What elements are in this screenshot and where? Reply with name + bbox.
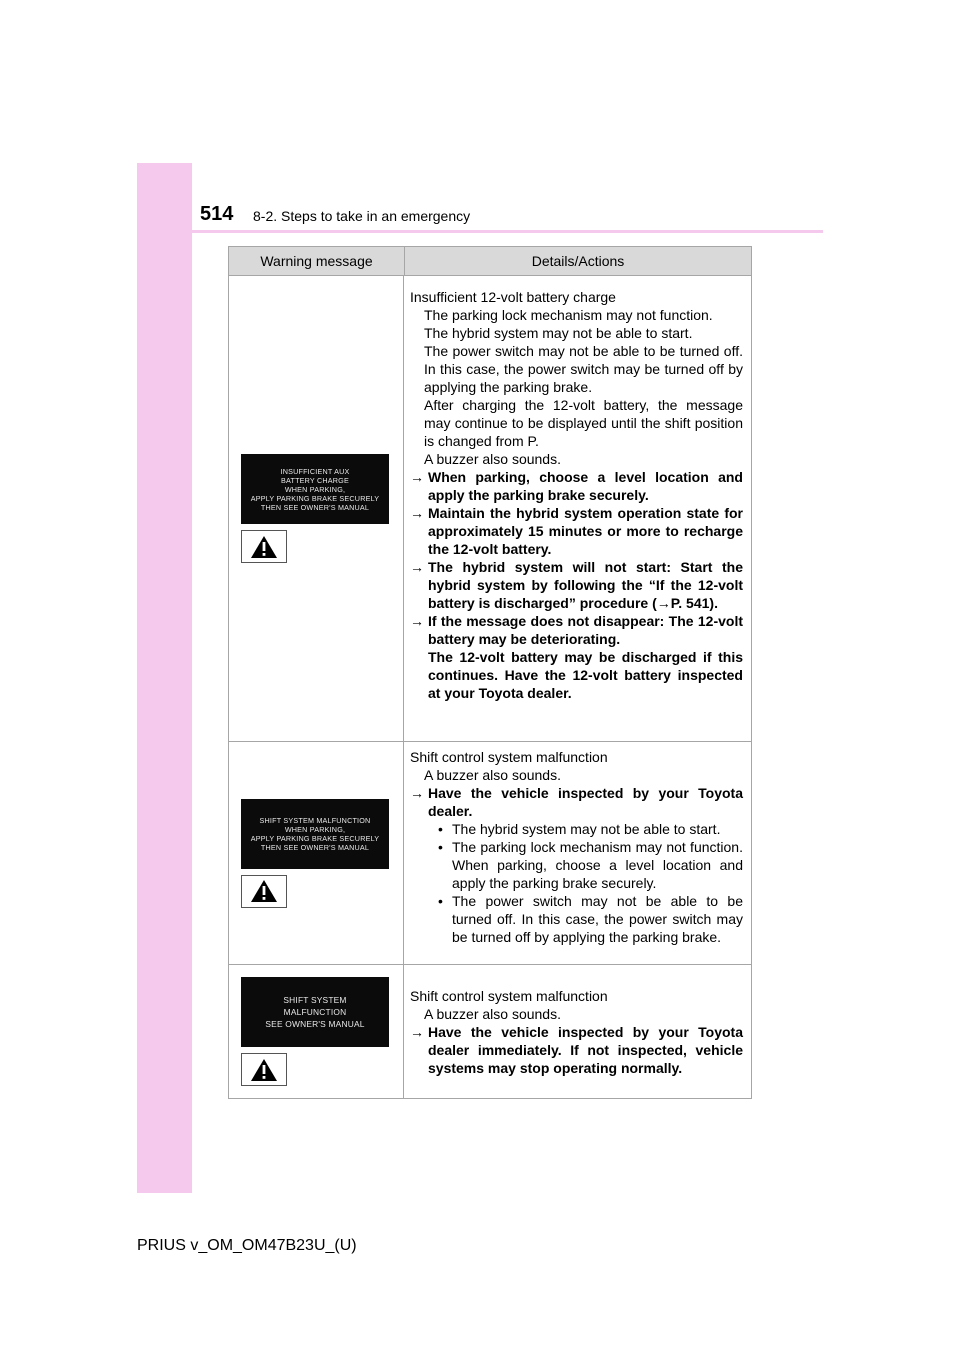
display-line: WHEN PARKING, <box>284 484 346 494</box>
action-text: If the message does not disappear: The 12-volt battery may be deteriorating. <box>428 613 743 647</box>
display-line: THEN SEE OWNER'S MANUAL <box>260 842 370 852</box>
bullet-item <box>410 892 743 946</box>
arrow-icon: → <box>410 559 424 575</box>
column-header-warning: Warning message <box>229 247 405 275</box>
display-line: MALFUNCTION <box>283 1007 347 1017</box>
display-line: THEN SEE OWNER'S MANUAL <box>260 502 370 512</box>
arrow-icon: → <box>410 1024 424 1040</box>
warning-triangle-icon <box>241 1053 287 1086</box>
table-row <box>229 742 751 965</box>
warning-cell <box>229 965 404 1098</box>
arrow-icon: → <box>410 469 424 485</box>
action-item <box>410 504 743 558</box>
display-line: INSUFFICIENT AUX <box>280 466 350 476</box>
message-title: Shift control system malfunction <box>410 749 608 765</box>
arrow-icon: → <box>410 505 424 521</box>
table-header <box>229 247 751 276</box>
display-message-image <box>241 799 389 869</box>
bullet-text: The parking lock mechanism may not function. When parking, choose a level location and apply the parking brake securely. <box>452 839 743 891</box>
action-text: Have the vehicle inspected by your Toyota dealer immediately. If not inspected, vehicle systems may stop operating normally. <box>428 1024 743 1076</box>
column-header-details: Details/Actions <box>531 253 625 269</box>
warning-table <box>228 246 752 1099</box>
action-text: The hybrid system will not start: Start the hybrid system by following the “If the 12-volt battery is discharged” procedure (→P. 541). <box>428 559 743 611</box>
display-line: APPLY PARKING BRAKE SECURELY <box>250 833 380 843</box>
display-line: SHIFT SYSTEM <box>283 995 347 1005</box>
note-text: A buzzer also sounds. <box>424 451 561 467</box>
bullet-item <box>410 820 743 838</box>
details-cell <box>404 965 751 1098</box>
warning-triangle-icon <box>241 875 287 908</box>
bullet-text: The hybrid system may not be able to start. <box>452 821 721 837</box>
warning-cell <box>229 742 404 964</box>
manual-code: PRIUS v_OM_OM47B23U_(U) <box>137 1237 357 1254</box>
action-item <box>410 558 743 612</box>
bullet-text: The power switch may not be able to be turned off. In this case, the power switch may be turned off by applying the parking brake. <box>452 893 743 945</box>
action-text: Maintain the hybrid system operation state for approximately 15 minutes or more to recharge the 12-volt battery. <box>428 505 743 557</box>
display-line: BATTERY CHARGE <box>281 475 349 485</box>
message-title: Insufficient 12-volt battery charge <box>410 289 616 305</box>
display-line: WHEN PARKING, <box>284 824 346 834</box>
sidebar-tab <box>137 163 192 1193</box>
section-title: 8-2. Steps to take in an emergency <box>253 208 471 224</box>
table-row <box>229 276 751 742</box>
details-cell <box>404 742 751 964</box>
note-text: The parking lock mechanism may not function. <box>424 307 713 323</box>
page-number: 514 <box>200 203 234 225</box>
note-text: A buzzer also sounds. <box>424 1006 561 1022</box>
action-item <box>410 612 743 648</box>
note-text: The power switch may not be able to be turned off. In this case, the power switch may be turned off by applying the parking brake. <box>424 343 743 395</box>
display-line: SHIFT SYSTEM MALFUNCTION <box>259 815 371 825</box>
action-text: When parking, choose a level location and apply the parking brake securely. <box>428 469 743 503</box>
display-message-image <box>241 454 389 524</box>
bullet-icon: • <box>438 821 443 837</box>
display-line: APPLY PARKING BRAKE SECURELY <box>250 493 380 503</box>
arrow-icon: → <box>410 613 424 629</box>
header-rule <box>137 230 823 233</box>
action-item <box>410 784 743 820</box>
note-text: A buzzer also sounds. <box>424 767 561 783</box>
warning-cell <box>229 276 404 741</box>
action-item <box>410 468 743 504</box>
arrow-icon: → <box>410 785 424 801</box>
note-text: The hybrid system may not be able to start. <box>424 325 693 341</box>
table-row <box>229 965 751 1099</box>
action-continuation: The 12-volt battery may be discharged if this continues. Have the 12-volt battery inspected at your Toyota dealer. <box>428 649 743 701</box>
message-title: Shift control system malfunction <box>410 988 608 1004</box>
bullet-icon: • <box>438 839 443 855</box>
action-item <box>410 1023 743 1077</box>
display-message-image <box>241 977 389 1047</box>
warning-triangle-icon <box>241 530 287 563</box>
display-line: SEE OWNER'S MANUAL <box>265 1019 365 1029</box>
note-text: After charging the 12-volt battery, the message may continue to be displayed until the shift position is changed from P. <box>424 397 743 449</box>
bullet-item <box>410 838 743 892</box>
bullet-icon: • <box>438 893 443 909</box>
details-cell <box>404 276 751 741</box>
action-text: Have the vehicle inspected by your Toyota dealer. <box>428 785 743 819</box>
